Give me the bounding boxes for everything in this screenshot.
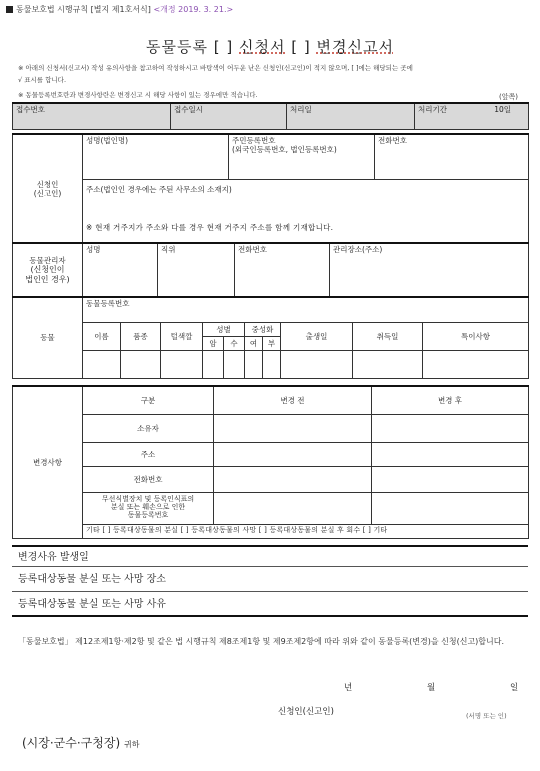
col-sex: 성별: [203, 322, 245, 336]
reason-date-line[interactable]: 변경사유 발생일: [12, 545, 528, 567]
phone-before-input[interactable]: [214, 466, 372, 492]
change-row-address: 주소: [83, 442, 214, 466]
neutered-no-label: 부: [263, 336, 281, 350]
receipt-datetime-field[interactable]: 접수일시: [171, 103, 287, 129]
instruction-note-2: √ 표시를 합니다.: [18, 76, 67, 84]
applicant-phone-field[interactable]: 전화번호: [375, 134, 529, 179]
receipt-table: [12, 102, 529, 130]
form-header: [6, 4, 233, 15]
change-other-options[interactable]: 기타 [ ] 등록대상동물의 분실 [ ] 등록대상동물의 사망 [ ] 등록대상동물의 분실 후 회수 [ ] 기타: [83, 524, 529, 538]
phone-after-input[interactable]: [372, 466, 529, 492]
change-section-label: 변경사항: [13, 386, 83, 538]
col-name: 이름: [83, 322, 121, 350]
manager-position-field[interactable]: 직위: [158, 243, 235, 297]
owner-before-input[interactable]: [214, 414, 372, 442]
owner-after-input[interactable]: [372, 414, 529, 442]
animal-section-label: 동물: [13, 297, 83, 378]
processing-period-field: 처리기간 10일: [415, 103, 529, 129]
animal-registration-number-field[interactable]: 동물등록번호: [83, 297, 529, 322]
declaration-text: 「동물보호법」 제12조제1항·제2항 및 같은 법 시행규칙 제8조제1항 및 제9조제2항에 따라 위와 같이 동물등록(변경)을 신청(신고)합니다.: [18, 637, 505, 646]
manager-phone-field[interactable]: 전화번호: [235, 243, 330, 297]
addressee: (시장·군수·구청장) 귀하: [22, 736, 140, 750]
change-col-before: 변경 전: [214, 386, 372, 414]
date-year: 년: [344, 683, 353, 693]
instruction-note-1: ※ 아래의 신청서(신고서) 작성 유의사항을 참고하여 작성하시고 바탕색이 어두운 난은 신청인(신고인)이 적지 않으며, [ ]에는 해당되는 곳에: [18, 64, 413, 72]
col-birth-date: 출생일: [281, 322, 353, 350]
law-reference: 동물보호법 시행규칙 [별지 제1호서식]: [16, 5, 151, 14]
applicant-name-field[interactable]: 성명(법인명): [83, 134, 229, 179]
manager-place-field[interactable]: 관리장소(주소): [330, 243, 529, 297]
processing-date-field[interactable]: 처리일: [287, 103, 415, 129]
birth-date-input[interactable]: [281, 350, 353, 378]
manager-section-label: 동물관리자 (신청인이 법인인 경우): [13, 243, 83, 297]
applicant-address-field[interactable]: 주소(법인인 경우에는 주된 사무소의 소재지) ※ 현재 거주지가 주소와 다를 경우 현재 거주지 주소를 함께 기재합니다.: [83, 179, 529, 243]
change-row-device: 무선식별장치 및 등록인식표의 분실 또는 훼손으로 인한 동물등록번호: [83, 492, 214, 524]
change-col-kind: 구분: [83, 386, 214, 414]
col-neutered: 중성화: [245, 322, 281, 336]
animal-table: [12, 296, 529, 379]
change-table: [12, 385, 529, 539]
applicant-section-label: 신청인 (신고인): [13, 134, 83, 243]
manager-table: [12, 242, 529, 298]
col-remarks: 특이사항: [423, 322, 529, 350]
change-col-after: 변경 후: [372, 386, 529, 414]
animal-breed-input[interactable]: [121, 350, 161, 378]
date-day: 일: [510, 683, 519, 693]
form-title: 동물등록 [ ] 신청서 [ ] 변경신고서: [146, 38, 394, 56]
page-side-note: (앞쪽): [499, 93, 518, 101]
neutered-no-input[interactable]: [263, 350, 281, 378]
col-acquired-date: 취득일: [353, 322, 423, 350]
loss-place-line[interactable]: 등록대상동물 분실 또는 사망 장소: [12, 568, 528, 592]
sex-male-input[interactable]: [224, 350, 245, 378]
revision-date: <개정 2019. 3. 21.>: [153, 5, 234, 14]
signature-note: (서명 또는 인): [466, 712, 507, 720]
instruction-note-3: ※ 동물등록번호란과 변경사항란은 변경신고 시 해당 사항이 있는 경우에만 적습니다.: [18, 91, 258, 99]
address-after-input[interactable]: [372, 442, 529, 466]
loss-reason-line[interactable]: 등록대상동물 분실 또는 사망 사유: [12, 593, 528, 617]
animal-name-input[interactable]: [83, 350, 121, 378]
square-bullet-icon: [6, 6, 13, 13]
address-before-input[interactable]: [214, 442, 372, 466]
neutered-yes-label: 여: [245, 336, 263, 350]
col-breed: 품종: [121, 322, 161, 350]
neutered-yes-input[interactable]: [245, 350, 263, 378]
change-row-phone: 전화번호: [83, 466, 214, 492]
device-before-input[interactable]: [214, 492, 372, 524]
animal-color-input[interactable]: [161, 350, 203, 378]
change-row-owner: 소유자: [83, 414, 214, 442]
receipt-number-field[interactable]: 접수번호: [13, 103, 171, 129]
acquired-date-input[interactable]: [353, 350, 423, 378]
sex-male-label: 수: [224, 336, 245, 350]
applicant-table: [12, 133, 529, 244]
sex-female-input[interactable]: [203, 350, 224, 378]
remarks-input[interactable]: [423, 350, 529, 378]
signer-label: 신청인(신고인): [278, 707, 334, 717]
sex-female-label: 암: [203, 336, 224, 350]
device-after-input[interactable]: [372, 492, 529, 524]
col-fur-color: 털색깔: [161, 322, 203, 350]
manager-name-field[interactable]: 성명: [83, 243, 158, 297]
applicant-rrn-field[interactable]: 주민등록번호 (외국인등록번호, 법인등록번호): [229, 134, 375, 179]
date-month: 월: [427, 683, 436, 693]
